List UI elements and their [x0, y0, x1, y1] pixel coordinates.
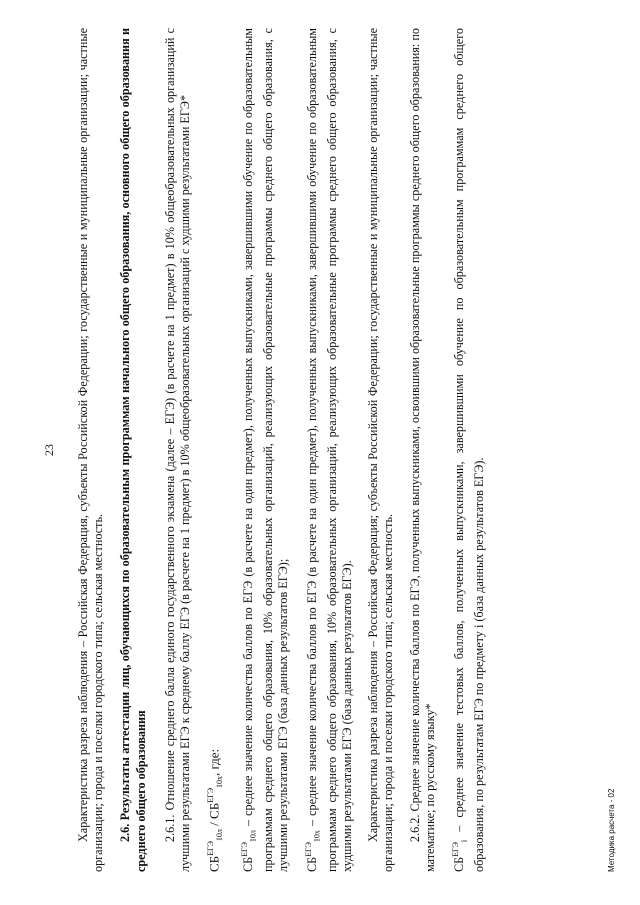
formula-sb-1: СБ: [206, 855, 222, 872]
def-text-3: – среднее значение тестовых баллов, полученных выпускниками, завершившими обучение по образовательным программам среднего общего образования, по результатам ЕГЭ по предмету i (база данных результатов ЕГЭ).: [452, 28, 487, 872]
formula-sup-2: ЕГЭ: [206, 788, 216, 803]
def-text-2: – среднее значение количества баллов по ЕГЭ (в расчете на один предмет), полученных выпускниками, завершившими обучение по образовательным программам среднего общего образования, 10% образовательных организаций, реализующих образовательные программы среднего общего образования, с худшими результатами ЕГЭ (база данных результатов ЕГЭ).: [305, 28, 355, 872]
page-number: 23: [42, 444, 56, 456]
def-sup-2: ЕГЭ: [304, 842, 314, 857]
def-sb-3: СБ: [452, 856, 467, 872]
formula-divider: / СБ: [206, 802, 222, 830]
formula-where: , где:: [206, 748, 222, 777]
def-sup-3: ЕГЭ: [451, 842, 461, 857]
def-sb-2: СБ: [305, 856, 320, 872]
paragraph-characteristic-1: Характеристика разреза наблюдения – Российская Федерация, субъекты Российской Федерации; государственные и муниципальные организации; частные организации; города и поселки городского типа; сельская местность.: [76, 28, 106, 872]
document-body: [76, 28, 497, 872]
formula-sub-10x: 10х: [215, 776, 225, 789]
definition-best: [237, 28, 291, 872]
formula-sub-10l: 10л: [215, 829, 225, 842]
def-sub-2: 10х: [312, 830, 322, 843]
paragraph-2-6-2: 2.6.2. Среднее значение количества баллов по ЕГЭ, полученных выпускниками, освоившими образовательные программы среднего общего образования: по математике; по русскому языку*: [407, 28, 438, 872]
definition-subject: [448, 28, 487, 872]
def-sub-1: 10л: [248, 830, 258, 843]
def-text-1: – среднее значение количества баллов по ЕГЭ (в расчете на один предмет), полученных выпускниками, завершившими обучение по образовательным программам среднего общего образования, 10% образовательных организаций, реализующих образовательные программы среднего общего образования, с лучшими результатами ЕГЭ (база данных результатов ЕГЭ);: [241, 28, 291, 872]
def-sub-3: i: [459, 839, 469, 843]
paragraph-characteristic-2: Характеристика разреза наблюдения – Российская Федерация; субъекты Российской Федерации; государственные и муниципальные организации; частные организации; города и поселки городского типа; сельская местность.: [365, 28, 395, 872]
definition-worst: [301, 28, 355, 872]
section-heading-2-6: 2.6. Результаты аттестации лиц, обучающихся по образовательным программам начального общего образования, основного общего образования и среднего общего образования: [118, 28, 148, 872]
document-page: [30, 20, 620, 880]
formula-ratio: [203, 28, 227, 872]
def-sb-1: СБ: [241, 856, 256, 872]
def-sup-1: ЕГЭ: [240, 842, 250, 857]
footer-note: Методика расчета - 02: [607, 788, 616, 872]
formula-sup-1: ЕГЭ: [206, 841, 216, 856]
paragraph-2-6-1: 2.6.1. Отношение среднего балла единого государственного экзамена (далее – ЕГЭ) (в расчете на 1 предмет) в 10% общеобразовательных организаций с лучшими результатами ЕГЭ к среднему баллу ЕГЭ (в расчете на 1 предмет) в 10% общеобразовательных организаций с худшими результатами ЕГЭ*: [162, 28, 193, 872]
